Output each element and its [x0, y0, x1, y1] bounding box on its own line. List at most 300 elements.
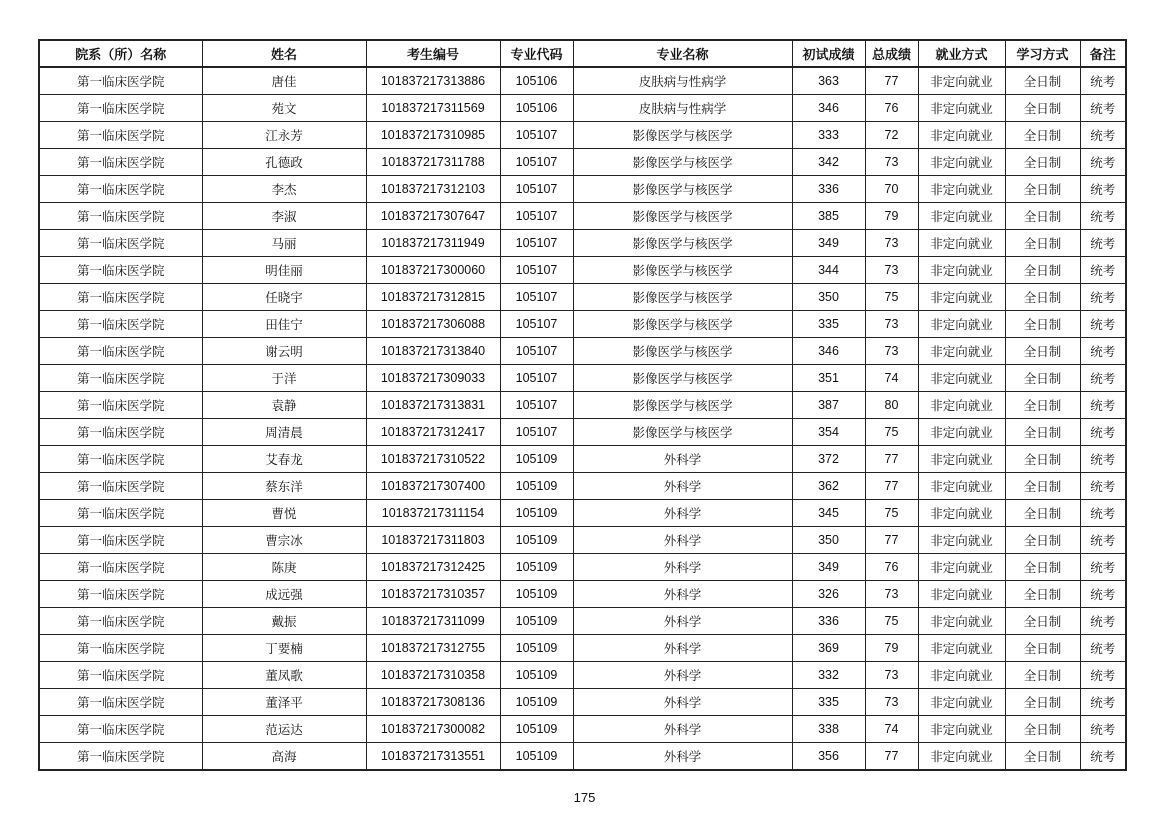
page-number: 175 — [573, 790, 596, 805]
cell-candidate-id: 101837217311949 — [366, 230, 500, 257]
cell-name: 蔡东洋 — [202, 473, 366, 500]
cell-major-code: 105109 — [500, 716, 573, 743]
table-header — [39, 40, 1126, 67]
cell-name: 明佳丽 — [202, 257, 366, 284]
cell-major-code: 105107 — [500, 365, 573, 392]
cell-total-score: 72 — [865, 122, 918, 149]
cell-prelim-score: 342 — [792, 149, 865, 176]
cell-study-mode: 全日制 — [1005, 284, 1080, 311]
cell-prelim-score: 346 — [792, 338, 865, 365]
cell-remarks: 统考 — [1080, 446, 1126, 473]
cell-name: 唐佳 — [202, 67, 366, 95]
cell-employment-type: 非定向就业 — [918, 257, 1005, 284]
cell-major-code: 105107 — [500, 419, 573, 446]
cell-remarks: 统考 — [1080, 581, 1126, 608]
cell-name: 曹宗冰 — [202, 527, 366, 554]
cell-major-code: 105106 — [500, 67, 573, 95]
cell-study-mode: 全日制 — [1005, 95, 1080, 122]
cell-candidate-id: 101837217312755 — [366, 635, 500, 662]
cell-name: 艾春龙 — [202, 446, 366, 473]
column-header-major-name: 专业名称 — [573, 40, 792, 67]
column-header-prelim-score: 初试成绩 — [792, 40, 865, 67]
cell-prelim-score: 372 — [792, 446, 865, 473]
cell-total-score: 75 — [865, 284, 918, 311]
cell-prelim-score: 335 — [792, 689, 865, 716]
cell-major-code: 105109 — [500, 554, 573, 581]
cell-department: 第一临床医学院 — [39, 67, 202, 95]
cell-candidate-id: 101837217313886 — [366, 67, 500, 95]
cell-candidate-id: 101837217312417 — [366, 419, 500, 446]
cell-major-name: 影像医学与核医学 — [573, 257, 792, 284]
table-row — [39, 149, 1126, 176]
cell-department: 第一临床医学院 — [39, 95, 202, 122]
column-header-employment-type: 就业方式 — [918, 40, 1005, 67]
cell-candidate-id: 101837217313840 — [366, 338, 500, 365]
cell-department: 第一临床医学院 — [39, 554, 202, 581]
cell-department: 第一临床医学院 — [39, 689, 202, 716]
cell-total-score: 77 — [865, 67, 918, 95]
cell-name: 范运达 — [202, 716, 366, 743]
cell-employment-type: 非定向就业 — [918, 743, 1005, 771]
cell-total-score: 70 — [865, 176, 918, 203]
cell-major-name: 外科学 — [573, 716, 792, 743]
cell-total-score: 76 — [865, 554, 918, 581]
cell-department: 第一临床医学院 — [39, 662, 202, 689]
table-row — [39, 581, 1126, 608]
cell-name: 于洋 — [202, 365, 366, 392]
cell-name: 苑文 — [202, 95, 366, 122]
cell-major-name: 影像医学与核医学 — [573, 284, 792, 311]
table-row — [39, 67, 1126, 95]
table-row — [39, 392, 1126, 419]
cell-prelim-score: 350 — [792, 284, 865, 311]
cell-employment-type: 非定向就业 — [918, 689, 1005, 716]
cell-prelim-score: 336 — [792, 608, 865, 635]
cell-study-mode: 全日制 — [1005, 176, 1080, 203]
table-row — [39, 527, 1126, 554]
cell-study-mode: 全日制 — [1005, 419, 1080, 446]
cell-prelim-score: 346 — [792, 95, 865, 122]
cell-remarks: 统考 — [1080, 608, 1126, 635]
table-row — [39, 716, 1126, 743]
cell-candidate-id: 101837217310985 — [366, 122, 500, 149]
table-row — [39, 689, 1126, 716]
cell-major-name: 外科学 — [573, 743, 792, 771]
cell-remarks: 统考 — [1080, 635, 1126, 662]
cell-department: 第一临床医学院 — [39, 608, 202, 635]
cell-prelim-score: 344 — [792, 257, 865, 284]
cell-employment-type: 非定向就业 — [918, 311, 1005, 338]
cell-department: 第一临床医学院 — [39, 392, 202, 419]
column-header-remarks: 备注 — [1080, 40, 1126, 67]
cell-study-mode: 全日制 — [1005, 554, 1080, 581]
cell-employment-type: 非定向就业 — [918, 203, 1005, 230]
cell-remarks: 统考 — [1080, 473, 1126, 500]
cell-total-score: 75 — [865, 419, 918, 446]
cell-remarks: 统考 — [1080, 689, 1126, 716]
cell-candidate-id: 101837217311803 — [366, 527, 500, 554]
cell-major-name: 皮肤病与性病学 — [573, 67, 792, 95]
cell-remarks: 统考 — [1080, 311, 1126, 338]
cell-major-name: 影像医学与核医学 — [573, 311, 792, 338]
cell-candidate-id: 101837217310522 — [366, 446, 500, 473]
cell-major-name: 外科学 — [573, 635, 792, 662]
cell-remarks: 统考 — [1080, 716, 1126, 743]
cell-total-score: 73 — [865, 689, 918, 716]
cell-employment-type: 非定向就业 — [918, 67, 1005, 95]
cell-study-mode: 全日制 — [1005, 230, 1080, 257]
cell-remarks: 统考 — [1080, 257, 1126, 284]
cell-employment-type: 非定向就业 — [918, 122, 1005, 149]
cell-department: 第一临床医学院 — [39, 473, 202, 500]
cell-candidate-id: 101837217310358 — [366, 662, 500, 689]
cell-study-mode: 全日制 — [1005, 122, 1080, 149]
cell-name: 李杰 — [202, 176, 366, 203]
cell-department: 第一临床医学院 — [39, 338, 202, 365]
cell-remarks: 统考 — [1080, 230, 1126, 257]
cell-candidate-id: 101837217313551 — [366, 743, 500, 771]
cell-total-score: 73 — [865, 338, 918, 365]
table-row — [39, 608, 1126, 635]
cell-study-mode: 全日制 — [1005, 67, 1080, 95]
cell-study-mode: 全日制 — [1005, 338, 1080, 365]
cell-remarks: 统考 — [1080, 338, 1126, 365]
cell-candidate-id: 101837217311569 — [366, 95, 500, 122]
cell-major-name: 影像医学与核医学 — [573, 230, 792, 257]
table-row — [39, 257, 1126, 284]
cell-total-score: 79 — [865, 203, 918, 230]
cell-name: 袁静 — [202, 392, 366, 419]
cell-major-name: 外科学 — [573, 500, 792, 527]
cell-study-mode: 全日制 — [1005, 608, 1080, 635]
table-row — [39, 365, 1126, 392]
cell-name: 高海 — [202, 743, 366, 771]
cell-study-mode: 全日制 — [1005, 581, 1080, 608]
cell-major-name: 外科学 — [573, 608, 792, 635]
cell-major-code: 105109 — [500, 527, 573, 554]
cell-study-mode: 全日制 — [1005, 716, 1080, 743]
table-row — [39, 662, 1126, 689]
cell-study-mode: 全日制 — [1005, 473, 1080, 500]
cell-remarks: 统考 — [1080, 392, 1126, 419]
cell-employment-type: 非定向就业 — [918, 419, 1005, 446]
cell-major-code: 105107 — [500, 203, 573, 230]
cell-major-name: 外科学 — [573, 446, 792, 473]
cell-major-code: 105107 — [500, 257, 573, 284]
cell-major-code: 105107 — [500, 122, 573, 149]
cell-department: 第一临床医学院 — [39, 311, 202, 338]
cell-major-code: 105109 — [500, 608, 573, 635]
cell-department: 第一临床医学院 — [39, 419, 202, 446]
cell-major-code: 105107 — [500, 392, 573, 419]
cell-prelim-score: 362 — [792, 473, 865, 500]
cell-employment-type: 非定向就业 — [918, 500, 1005, 527]
cell-major-code: 105107 — [500, 284, 573, 311]
cell-major-code: 105107 — [500, 149, 573, 176]
cell-candidate-id: 101837217313831 — [366, 392, 500, 419]
cell-total-score: 80 — [865, 392, 918, 419]
cell-major-code: 105109 — [500, 662, 573, 689]
cell-major-name: 影像医学与核医学 — [573, 365, 792, 392]
cell-employment-type: 非定向就业 — [918, 473, 1005, 500]
cell-prelim-score: 387 — [792, 392, 865, 419]
cell-total-score: 79 — [865, 635, 918, 662]
cell-prelim-score: 351 — [792, 365, 865, 392]
cell-major-name: 影像医学与核医学 — [573, 203, 792, 230]
cell-name: 曹悦 — [202, 500, 366, 527]
cell-employment-type: 非定向就业 — [918, 392, 1005, 419]
cell-candidate-id: 101837217312103 — [366, 176, 500, 203]
cell-major-code: 105109 — [500, 500, 573, 527]
cell-total-score: 75 — [865, 608, 918, 635]
cell-name: 董凤歌 — [202, 662, 366, 689]
cell-total-score: 76 — [865, 95, 918, 122]
cell-remarks: 统考 — [1080, 500, 1126, 527]
cell-name: 田佳宁 — [202, 311, 366, 338]
cell-total-score: 74 — [865, 716, 918, 743]
cell-employment-type: 非定向就业 — [918, 365, 1005, 392]
cell-major-name: 外科学 — [573, 689, 792, 716]
cell-major-name: 外科学 — [573, 473, 792, 500]
cell-major-code: 105107 — [500, 311, 573, 338]
cell-study-mode: 全日制 — [1005, 635, 1080, 662]
table-row — [39, 311, 1126, 338]
cell-name: 董泽平 — [202, 689, 366, 716]
cell-name: 马丽 — [202, 230, 366, 257]
cell-candidate-id: 101837217309033 — [366, 365, 500, 392]
cell-major-code: 105109 — [500, 581, 573, 608]
cell-prelim-score: 354 — [792, 419, 865, 446]
cell-study-mode: 全日制 — [1005, 662, 1080, 689]
cell-department: 第一临床医学院 — [39, 365, 202, 392]
cell-employment-type: 非定向就业 — [918, 176, 1005, 203]
cell-prelim-score: 356 — [792, 743, 865, 771]
cell-prelim-score: 335 — [792, 311, 865, 338]
table-row — [39, 446, 1126, 473]
cell-candidate-id: 101837217300082 — [366, 716, 500, 743]
cell-prelim-score: 363 — [792, 67, 865, 95]
table-row — [39, 230, 1126, 257]
cell-department: 第一临床医学院 — [39, 203, 202, 230]
cell-department: 第一临床医学院 — [39, 284, 202, 311]
cell-prelim-score: 345 — [792, 500, 865, 527]
cell-employment-type: 非定向就业 — [918, 446, 1005, 473]
cell-major-code: 105106 — [500, 95, 573, 122]
cell-employment-type: 非定向就业 — [918, 554, 1005, 581]
cell-employment-type: 非定向就业 — [918, 284, 1005, 311]
cell-employment-type: 非定向就业 — [918, 662, 1005, 689]
cell-remarks: 统考 — [1080, 365, 1126, 392]
cell-prelim-score: 349 — [792, 554, 865, 581]
cell-candidate-id: 101837217310357 — [366, 581, 500, 608]
table-row — [39, 338, 1126, 365]
cell-study-mode: 全日制 — [1005, 149, 1080, 176]
cell-department: 第一临床医学院 — [39, 149, 202, 176]
cell-major-code: 105107 — [500, 338, 573, 365]
cell-department: 第一临床医学院 — [39, 581, 202, 608]
cell-name: 孔德政 — [202, 149, 366, 176]
table-row — [39, 743, 1126, 771]
cell-candidate-id: 101837217307400 — [366, 473, 500, 500]
cell-remarks: 统考 — [1080, 203, 1126, 230]
cell-candidate-id: 101837217311099 — [366, 608, 500, 635]
table-row — [39, 176, 1126, 203]
cell-candidate-id: 101837217312815 — [366, 284, 500, 311]
table-row — [39, 122, 1126, 149]
cell-employment-type: 非定向就业 — [918, 635, 1005, 662]
cell-prelim-score: 333 — [792, 122, 865, 149]
header-row — [39, 40, 1126, 67]
cell-total-score: 73 — [865, 581, 918, 608]
cell-name: 周清晨 — [202, 419, 366, 446]
cell-name: 陈庚 — [202, 554, 366, 581]
cell-employment-type: 非定向就业 — [918, 230, 1005, 257]
table-row — [39, 473, 1126, 500]
cell-name: 丁要楠 — [202, 635, 366, 662]
table-row — [39, 635, 1126, 662]
cell-major-code: 105107 — [500, 230, 573, 257]
cell-department: 第一临床医学院 — [39, 122, 202, 149]
cell-major-code: 105109 — [500, 743, 573, 771]
cell-remarks: 统考 — [1080, 527, 1126, 554]
cell-department: 第一临床医学院 — [39, 176, 202, 203]
cell-major-code: 105109 — [500, 635, 573, 662]
cell-employment-type: 非定向就业 — [918, 581, 1005, 608]
cell-major-code: 105109 — [500, 689, 573, 716]
cell-prelim-score: 369 — [792, 635, 865, 662]
cell-remarks: 统考 — [1080, 176, 1126, 203]
cell-name: 成远强 — [202, 581, 366, 608]
column-header-major-code: 专业代码 — [500, 40, 573, 67]
cell-remarks: 统考 — [1080, 554, 1126, 581]
cell-major-code: 105109 — [500, 446, 573, 473]
column-header-department: 院系（所）名称 — [39, 40, 202, 67]
table-row — [39, 95, 1126, 122]
cell-candidate-id: 101837217308136 — [366, 689, 500, 716]
table-body — [39, 67, 1126, 770]
cell-major-name: 皮肤病与性病学 — [573, 95, 792, 122]
cell-remarks: 统考 — [1080, 67, 1126, 95]
cell-prelim-score: 336 — [792, 176, 865, 203]
cell-major-name: 影像医学与核医学 — [573, 392, 792, 419]
cell-remarks: 统考 — [1080, 419, 1126, 446]
cell-study-mode: 全日制 — [1005, 689, 1080, 716]
cell-total-score: 75 — [865, 500, 918, 527]
cell-study-mode: 全日制 — [1005, 446, 1080, 473]
cell-department: 第一临床医学院 — [39, 716, 202, 743]
column-header-total-score: 总成绩 — [865, 40, 918, 67]
cell-remarks: 统考 — [1080, 122, 1126, 149]
cell-study-mode: 全日制 — [1005, 527, 1080, 554]
cell-department: 第一临床医学院 — [39, 743, 202, 771]
cell-major-name: 外科学 — [573, 527, 792, 554]
cell-remarks: 统考 — [1080, 662, 1126, 689]
cell-remarks: 统考 — [1080, 95, 1126, 122]
cell-study-mode: 全日制 — [1005, 365, 1080, 392]
cell-major-name: 外科学 — [573, 581, 792, 608]
cell-name: 江永芳 — [202, 122, 366, 149]
cell-prelim-score: 326 — [792, 581, 865, 608]
cell-name: 任晓宇 — [202, 284, 366, 311]
cell-remarks: 统考 — [1080, 743, 1126, 771]
cell-name: 李淑 — [202, 203, 366, 230]
cell-employment-type: 非定向就业 — [918, 95, 1005, 122]
cell-major-name: 影像医学与核医学 — [573, 338, 792, 365]
cell-candidate-id: 101837217306088 — [366, 311, 500, 338]
cell-prelim-score: 385 — [792, 203, 865, 230]
admission-table — [38, 39, 1127, 771]
cell-prelim-score: 349 — [792, 230, 865, 257]
cell-department: 第一临床医学院 — [39, 635, 202, 662]
cell-employment-type: 非定向就业 — [918, 716, 1005, 743]
cell-employment-type: 非定向就业 — [918, 608, 1005, 635]
cell-employment-type: 非定向就业 — [918, 527, 1005, 554]
cell-study-mode: 全日制 — [1005, 203, 1080, 230]
cell-total-score: 77 — [865, 473, 918, 500]
cell-total-score: 73 — [865, 311, 918, 338]
cell-major-name: 影像医学与核医学 — [573, 149, 792, 176]
cell-study-mode: 全日制 — [1005, 500, 1080, 527]
column-header-study-mode: 学习方式 — [1005, 40, 1080, 67]
cell-study-mode: 全日制 — [1005, 311, 1080, 338]
cell-study-mode: 全日制 — [1005, 743, 1080, 771]
column-header-candidate-id: 考生编号 — [366, 40, 500, 67]
cell-employment-type: 非定向就业 — [918, 149, 1005, 176]
cell-candidate-id: 101837217311154 — [366, 500, 500, 527]
cell-major-name: 影像医学与核医学 — [573, 419, 792, 446]
cell-total-score: 73 — [865, 662, 918, 689]
cell-major-name: 影像医学与核医学 — [573, 176, 792, 203]
cell-total-score: 73 — [865, 257, 918, 284]
cell-name: 谢云明 — [202, 338, 366, 365]
cell-department: 第一临床医学院 — [39, 230, 202, 257]
cell-name: 戴振 — [202, 608, 366, 635]
cell-total-score: 73 — [865, 230, 918, 257]
cell-candidate-id: 101837217312425 — [366, 554, 500, 581]
cell-remarks: 统考 — [1080, 149, 1126, 176]
cell-employment-type: 非定向就业 — [918, 338, 1005, 365]
table-row — [39, 554, 1126, 581]
cell-study-mode: 全日制 — [1005, 392, 1080, 419]
cell-prelim-score: 332 — [792, 662, 865, 689]
cell-candidate-id: 101837217307647 — [366, 203, 500, 230]
table-row — [39, 500, 1126, 527]
cell-total-score: 73 — [865, 149, 918, 176]
cell-major-code: 105107 — [500, 176, 573, 203]
cell-total-score: 77 — [865, 527, 918, 554]
table-row — [39, 419, 1126, 446]
cell-department: 第一临床医学院 — [39, 500, 202, 527]
cell-candidate-id: 101837217311788 — [366, 149, 500, 176]
table-row — [39, 203, 1126, 230]
cell-department: 第一临床医学院 — [39, 257, 202, 284]
cell-study-mode: 全日制 — [1005, 257, 1080, 284]
cell-major-name: 外科学 — [573, 554, 792, 581]
cell-department: 第一临床医学院 — [39, 446, 202, 473]
cell-total-score: 74 — [865, 365, 918, 392]
cell-major-code: 105109 — [500, 473, 573, 500]
cell-total-score: 77 — [865, 446, 918, 473]
cell-prelim-score: 350 — [792, 527, 865, 554]
cell-total-score: 77 — [865, 743, 918, 771]
cell-department: 第一临床医学院 — [39, 527, 202, 554]
cell-major-name: 影像医学与核医学 — [573, 122, 792, 149]
cell-candidate-id: 101837217300060 — [366, 257, 500, 284]
cell-remarks: 统考 — [1080, 284, 1126, 311]
cell-prelim-score: 338 — [792, 716, 865, 743]
table-row — [39, 284, 1126, 311]
column-header-name: 姓名 — [202, 40, 366, 67]
